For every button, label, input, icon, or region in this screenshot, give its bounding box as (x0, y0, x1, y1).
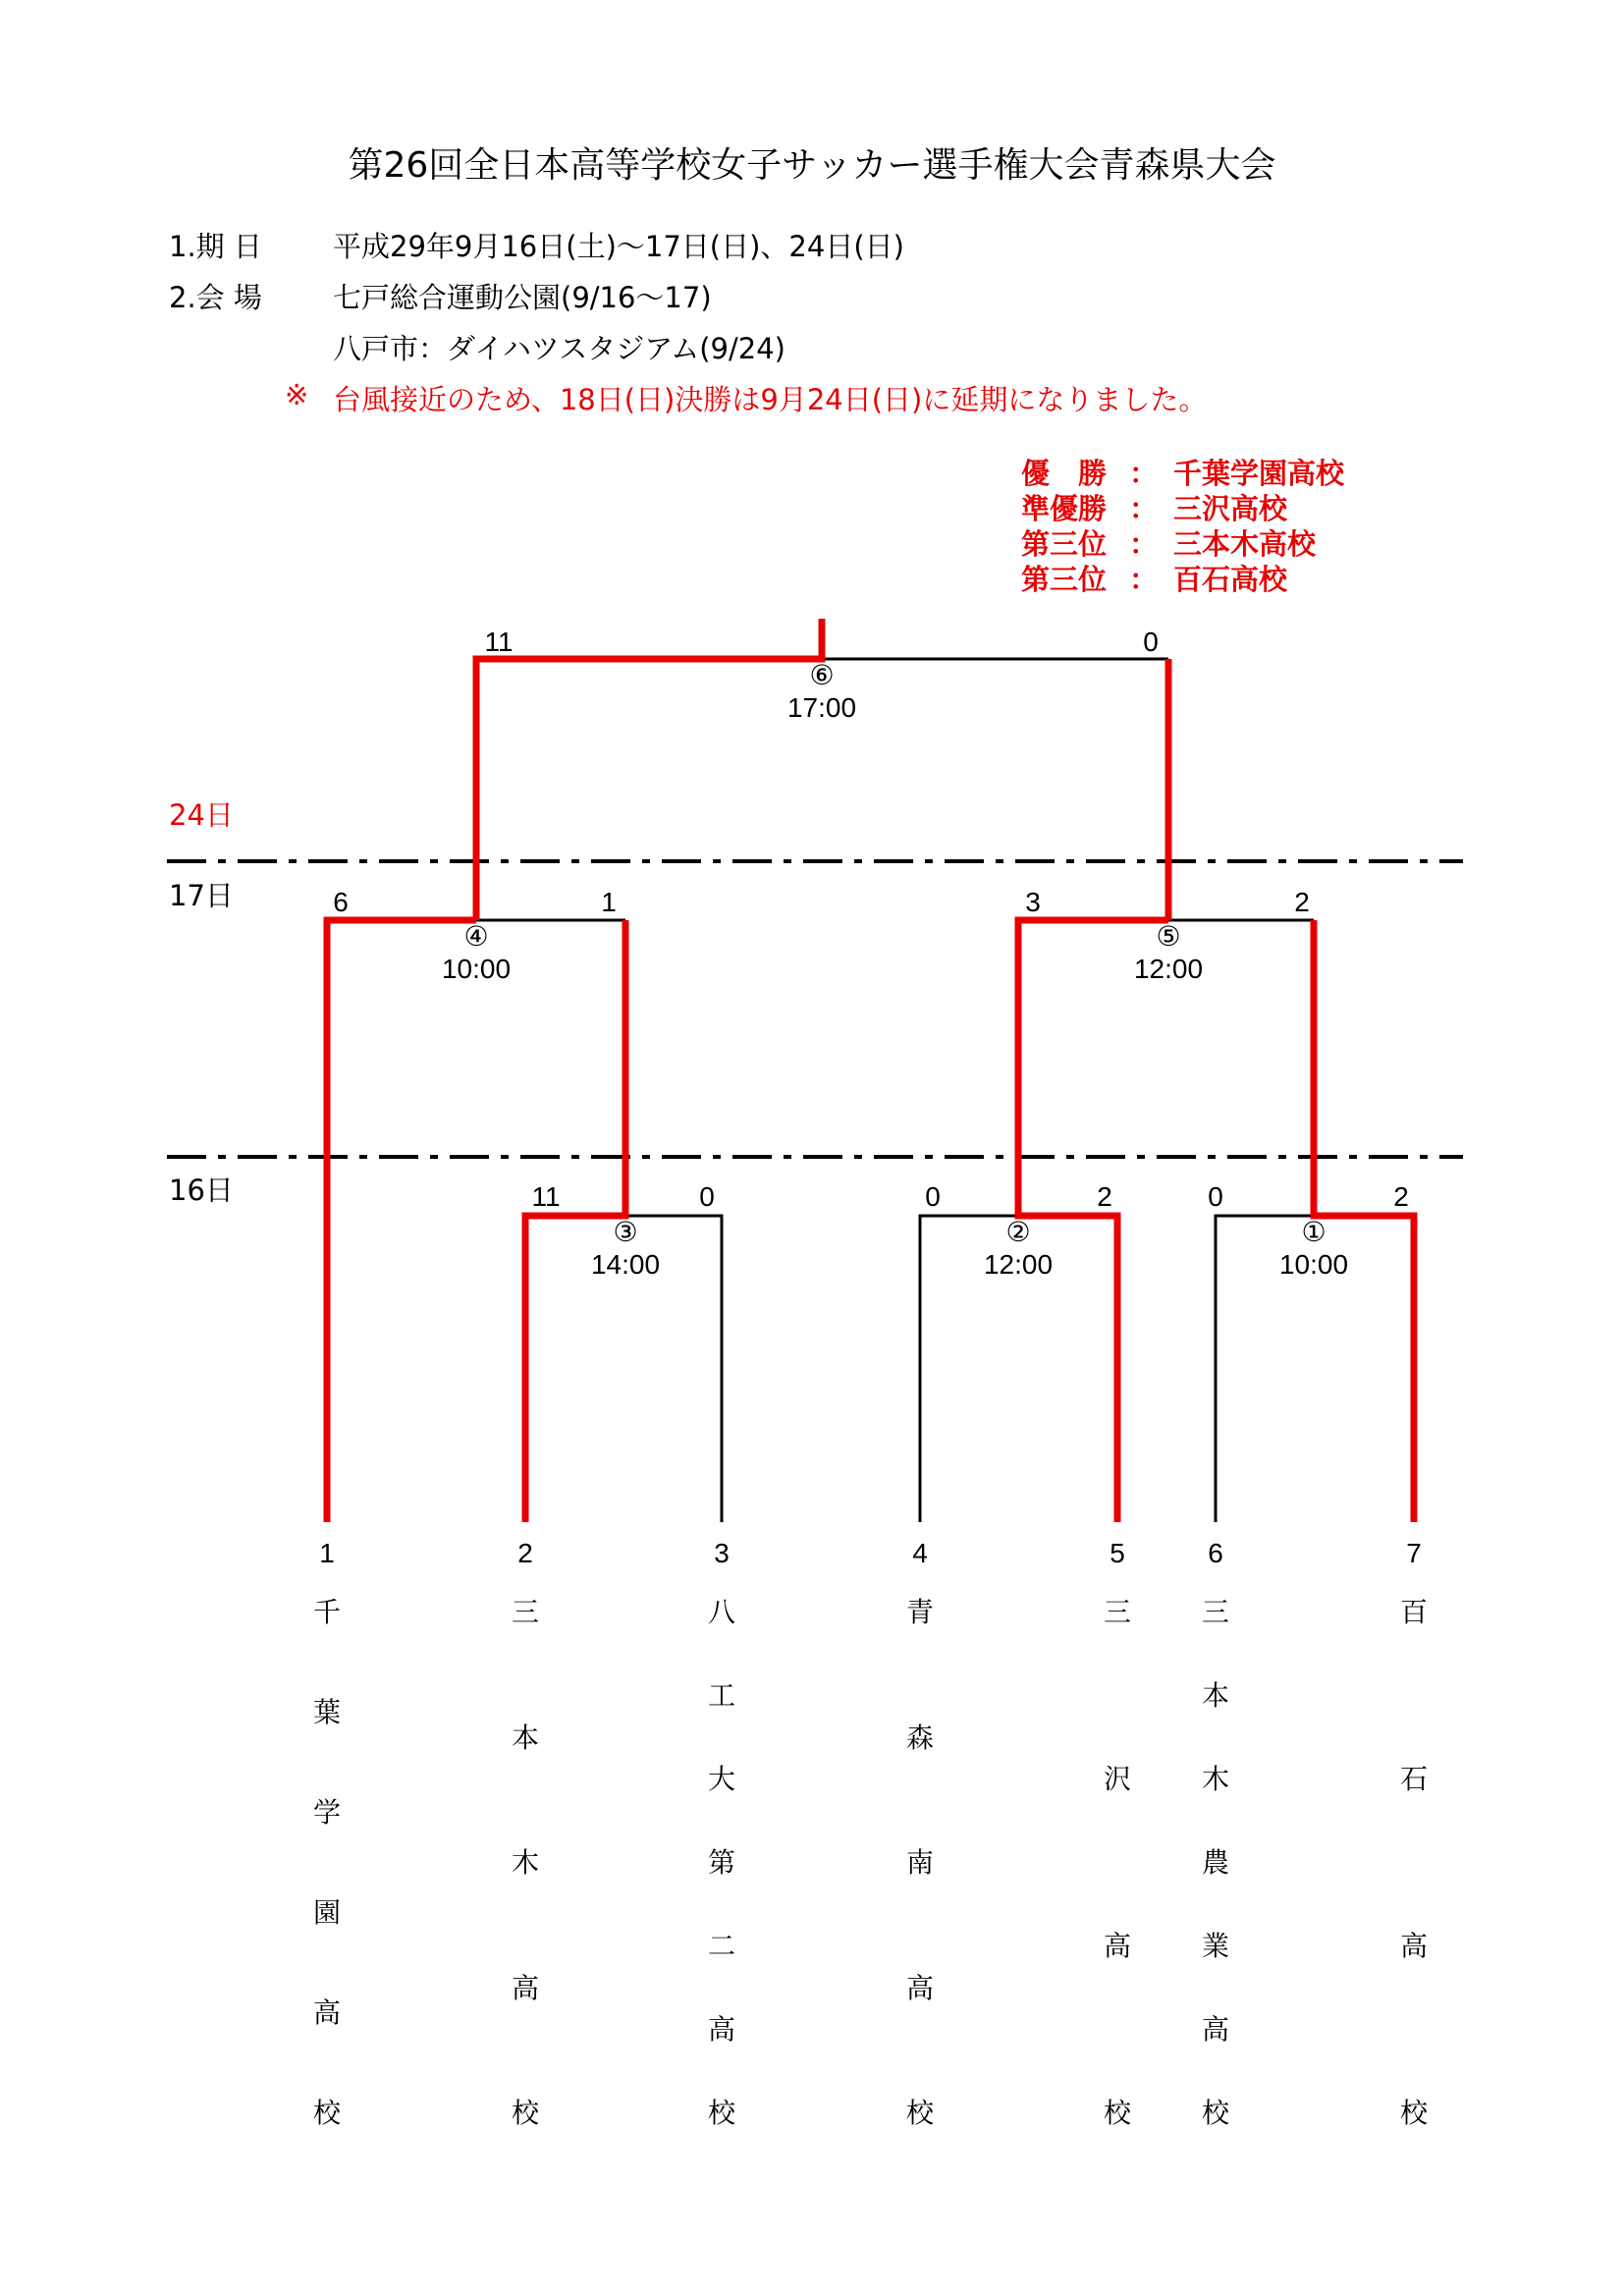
team-name-char: 工 (707, 1679, 736, 1712)
team-name-char: 校 (905, 2097, 935, 2129)
result-sep: ： (1129, 527, 1159, 561)
team-name-char: 二 (707, 1930, 736, 1962)
team-number: 6 (1208, 1538, 1223, 1568)
team-name-char: 高 (1201, 2013, 1230, 2046)
score-right: 1 (601, 887, 617, 917)
team-name-char: 校 (1399, 2097, 1429, 2129)
team-name-char: 木 (511, 1846, 540, 1879)
team-name-char: 三 (1103, 1596, 1132, 1628)
match-number: ④ (463, 921, 489, 952)
day-label-16: 16日 (169, 1174, 234, 1207)
day-label-24: 24日 (169, 798, 234, 832)
team-name-char: 森 (905, 1721, 935, 1754)
result-label: 優 勝 (1021, 457, 1108, 490)
score-right: 2 (1097, 1181, 1112, 1212)
team-name-char: 大 (707, 1763, 736, 1795)
bracket-lines-black (476, 659, 1314, 1522)
match-time: 10:00 (1278, 1249, 1349, 1280)
match-number: ⑤ (1156, 921, 1181, 952)
match-time: 10:00 (441, 954, 512, 984)
venue-value-2: 八戸市：ダイハツスタジアム(9/24) (333, 332, 785, 365)
team-name-char: 高 (1399, 1930, 1429, 1962)
team-name-char: 沢 (1103, 1763, 1132, 1795)
score-right: 2 (1393, 1181, 1409, 1212)
team-name-char: 千 (312, 1596, 342, 1628)
score-left: 11 (484, 627, 514, 657)
match-number: ③ (613, 1217, 638, 1247)
team-name-char: 木 (1201, 1763, 1230, 1795)
team-name-char: 高 (511, 1971, 540, 2004)
score-right: 0 (699, 1181, 715, 1212)
team-name-char: 葉 (312, 1696, 342, 1728)
match-time: 12:00 (983, 1249, 1054, 1280)
result-label: 準優勝 (1021, 492, 1108, 525)
score-left: 11 (531, 1181, 561, 1212)
date-label: 1.期 日 (169, 230, 262, 263)
team-name-char: 校 (707, 2097, 736, 2129)
result-team: 千葉学園高校 (1173, 457, 1345, 490)
match-time: 14:00 (590, 1249, 661, 1280)
team-name-char: 校 (1103, 2097, 1132, 2129)
score-left: 0 (1208, 1181, 1223, 1212)
team-name-char: 石 (1399, 1763, 1429, 1795)
match-time: 12:00 (1133, 954, 1204, 984)
team-number: 7 (1406, 1538, 1422, 1568)
team-name-char: 青 (905, 1596, 935, 1628)
result-label: 第三位 (1021, 563, 1108, 596)
score-left: 6 (333, 887, 349, 917)
team-name-char: 学 (312, 1796, 342, 1829)
team-number: 3 (714, 1538, 730, 1568)
team-name-char: 八 (707, 1596, 736, 1628)
result-sep: ： (1129, 492, 1159, 525)
score-left: 0 (925, 1181, 941, 1212)
team-name-char: 園 (312, 1896, 342, 1929)
match-time: 17:00 (786, 692, 857, 723)
score-left: 3 (1025, 887, 1041, 917)
team-number: 5 (1110, 1538, 1125, 1568)
team-name-char: 校 (1201, 2097, 1230, 2129)
day-label-17: 17日 (169, 879, 234, 912)
team-name-char: 南 (905, 1846, 935, 1879)
team-name-char: 高 (707, 2013, 736, 2046)
venue-value-1: 七戸総合運動公園(9/16～17) (333, 281, 712, 314)
score-right: 2 (1294, 887, 1310, 917)
team-name-char: 高 (1103, 1930, 1132, 1962)
team-name-char: 校 (312, 2097, 342, 2129)
team-name-char: 高 (312, 1996, 342, 2029)
team-name-char: 校 (511, 2097, 540, 2129)
team-name-char: 農 (1201, 1846, 1230, 1879)
match-number: ① (1301, 1217, 1326, 1247)
notice-text: 台風接近のため、18日(日)決勝は9月24日(日)に延期になりました。 (333, 383, 1208, 416)
team-name-char: 三 (511, 1596, 540, 1628)
result-label: 第三位 (1021, 527, 1108, 561)
result-team: 三沢高校 (1173, 492, 1288, 525)
bracket-lines-red (327, 619, 1414, 1522)
team-number: 1 (319, 1538, 335, 1568)
team-name-char: 第 (707, 1846, 736, 1879)
result-sep: ： (1129, 457, 1159, 490)
match-number: ② (1005, 1217, 1031, 1247)
team-number: 2 (517, 1538, 533, 1568)
team-number: 4 (912, 1538, 928, 1568)
team-name-char: 高 (905, 1971, 935, 2004)
venue-label: 2.会 場 (169, 281, 262, 314)
date-value: 平成29年9月16日(土)～17日(日)、24日(日) (333, 230, 904, 263)
notice-mark: ※ (285, 378, 309, 411)
page-title: 第26回全日本高等学校女子サッカー選手権大会青森県大会 (348, 145, 1276, 186)
result-team: 三本木高校 (1173, 527, 1317, 561)
result-sep: ： (1129, 563, 1159, 596)
team-name-char: 本 (511, 1721, 540, 1754)
team-name-char: 本 (1201, 1679, 1230, 1712)
match-number: ⑥ (809, 660, 835, 690)
team-name-char: 百 (1399, 1596, 1429, 1628)
result-team: 百石高校 (1173, 563, 1288, 596)
score-right: 0 (1143, 627, 1159, 657)
team-name-char: 業 (1201, 1930, 1230, 1962)
team-name-char: 三 (1201, 1596, 1230, 1628)
